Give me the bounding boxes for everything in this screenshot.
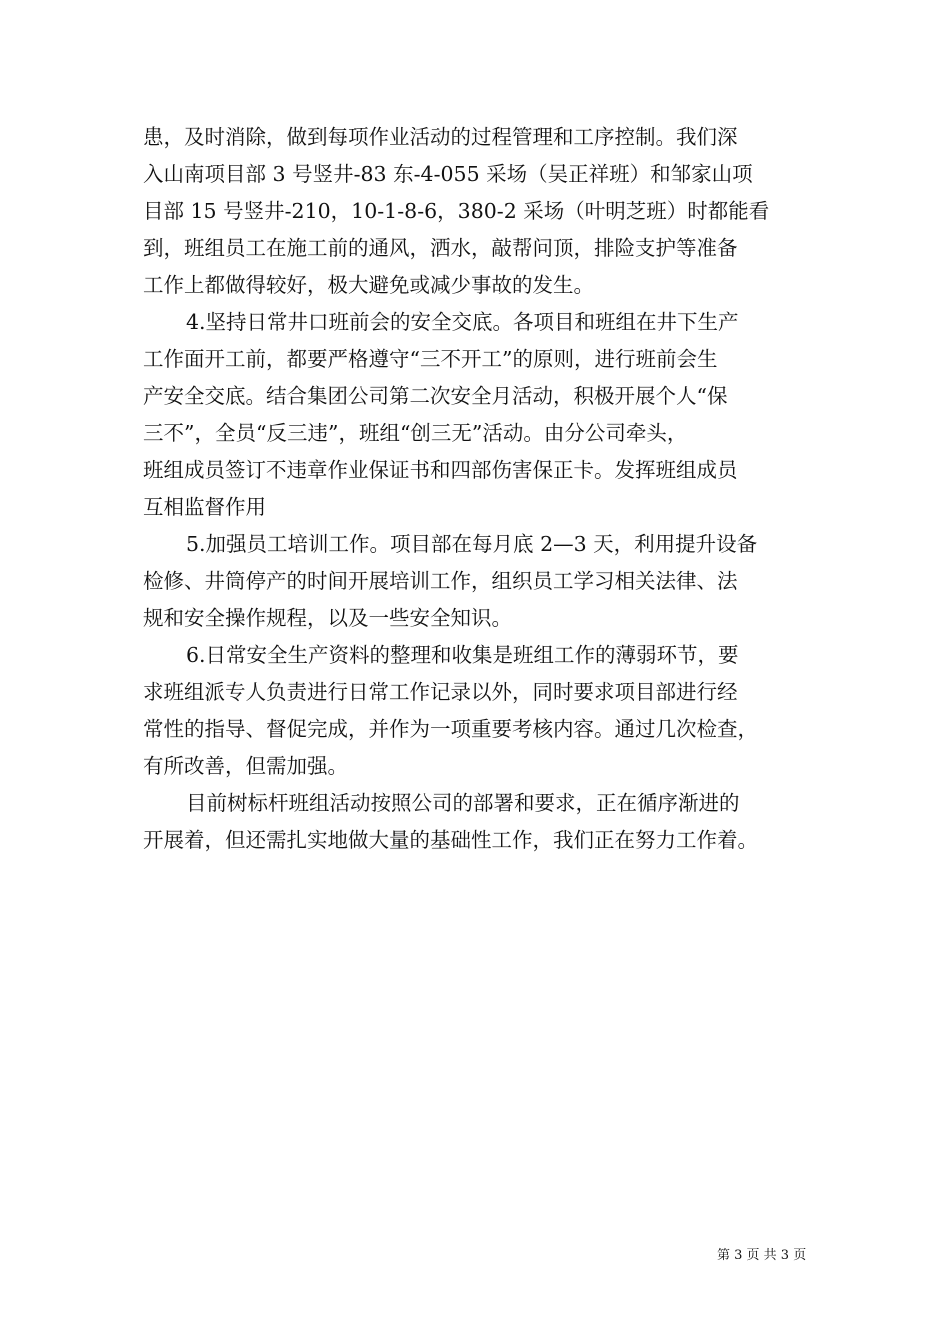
paragraph-line: 求班组派专人负责进行日常工作记录以外，同时要求项目部进行经 xyxy=(143,680,738,704)
paragraph-line: 5.加强员工培训工作。项目部在每月底 2—3 天，利用提升设备 xyxy=(186,532,758,556)
paragraph-line: 规和安全操作规程，以及一些安全知识。 xyxy=(143,606,512,630)
paragraph-line: 工作面开工前，都要严格遵守“三不开工”的原则，进行班前会生 xyxy=(143,347,718,371)
paragraph-line: 互相监督作用 xyxy=(143,495,266,519)
paragraph-line: 6.日常安全生产资料的整理和收集是班组工作的薄弱环节，要 xyxy=(186,643,739,667)
paragraph-line: 有所改善，但需加强。 xyxy=(143,754,348,778)
paragraph-line: 目部 15 号竖井-210，10-1-8-6，380-2 采场（叶明芝班）时都能看 xyxy=(143,199,770,223)
paragraph-line: 检修、井筒停产的时间开展培训工作，组织员工学习相关法律、法 xyxy=(143,569,738,593)
paragraph-line: 班组成员签订不违章作业保证书和四部伤害保正卡。发挥班组成员 xyxy=(143,458,738,482)
paragraph-line: 到，班组员工在施工前的通风，洒水，敲帮问顶，排险支护等准备 xyxy=(143,236,738,260)
paragraph-line: 三不”，全员“反三违”，班组“创三无”活动。由分公司牵头， xyxy=(143,421,688,445)
page-number: 第 3 页 共 3 页 xyxy=(717,1248,807,1263)
paragraph-line: 开展着，但还需扎实地做大量的基础性工作，我们正在努力工作着。 xyxy=(143,828,758,852)
paragraph-line: 4.坚持日常井口班前会的安全交底。各项目和班组在井下生产 xyxy=(186,310,739,334)
paragraph-line: 常性的指导、督促完成，并作为一项重要考核内容。通过几次检查， xyxy=(143,717,758,741)
paragraph-line: 产安全交底。结合集团公司第二次安全月活动，积极开展个人“保 xyxy=(143,384,728,408)
paragraph-line: 目前树标杆班组活动按照公司的部署和要求，正在循序渐进的 xyxy=(186,791,740,815)
paragraph-line: 工作上都做得较好，极大避免或减少事故的发生。 xyxy=(143,273,594,297)
paragraph-line: 患，及时消除，做到每项作业活动的过程管理和工序控制。我们深 xyxy=(143,125,738,149)
paragraph-line: 入山南项目部 3 号竖井-83 东-4-055 采场（吴正祥班）和邹家山项 xyxy=(143,162,753,186)
